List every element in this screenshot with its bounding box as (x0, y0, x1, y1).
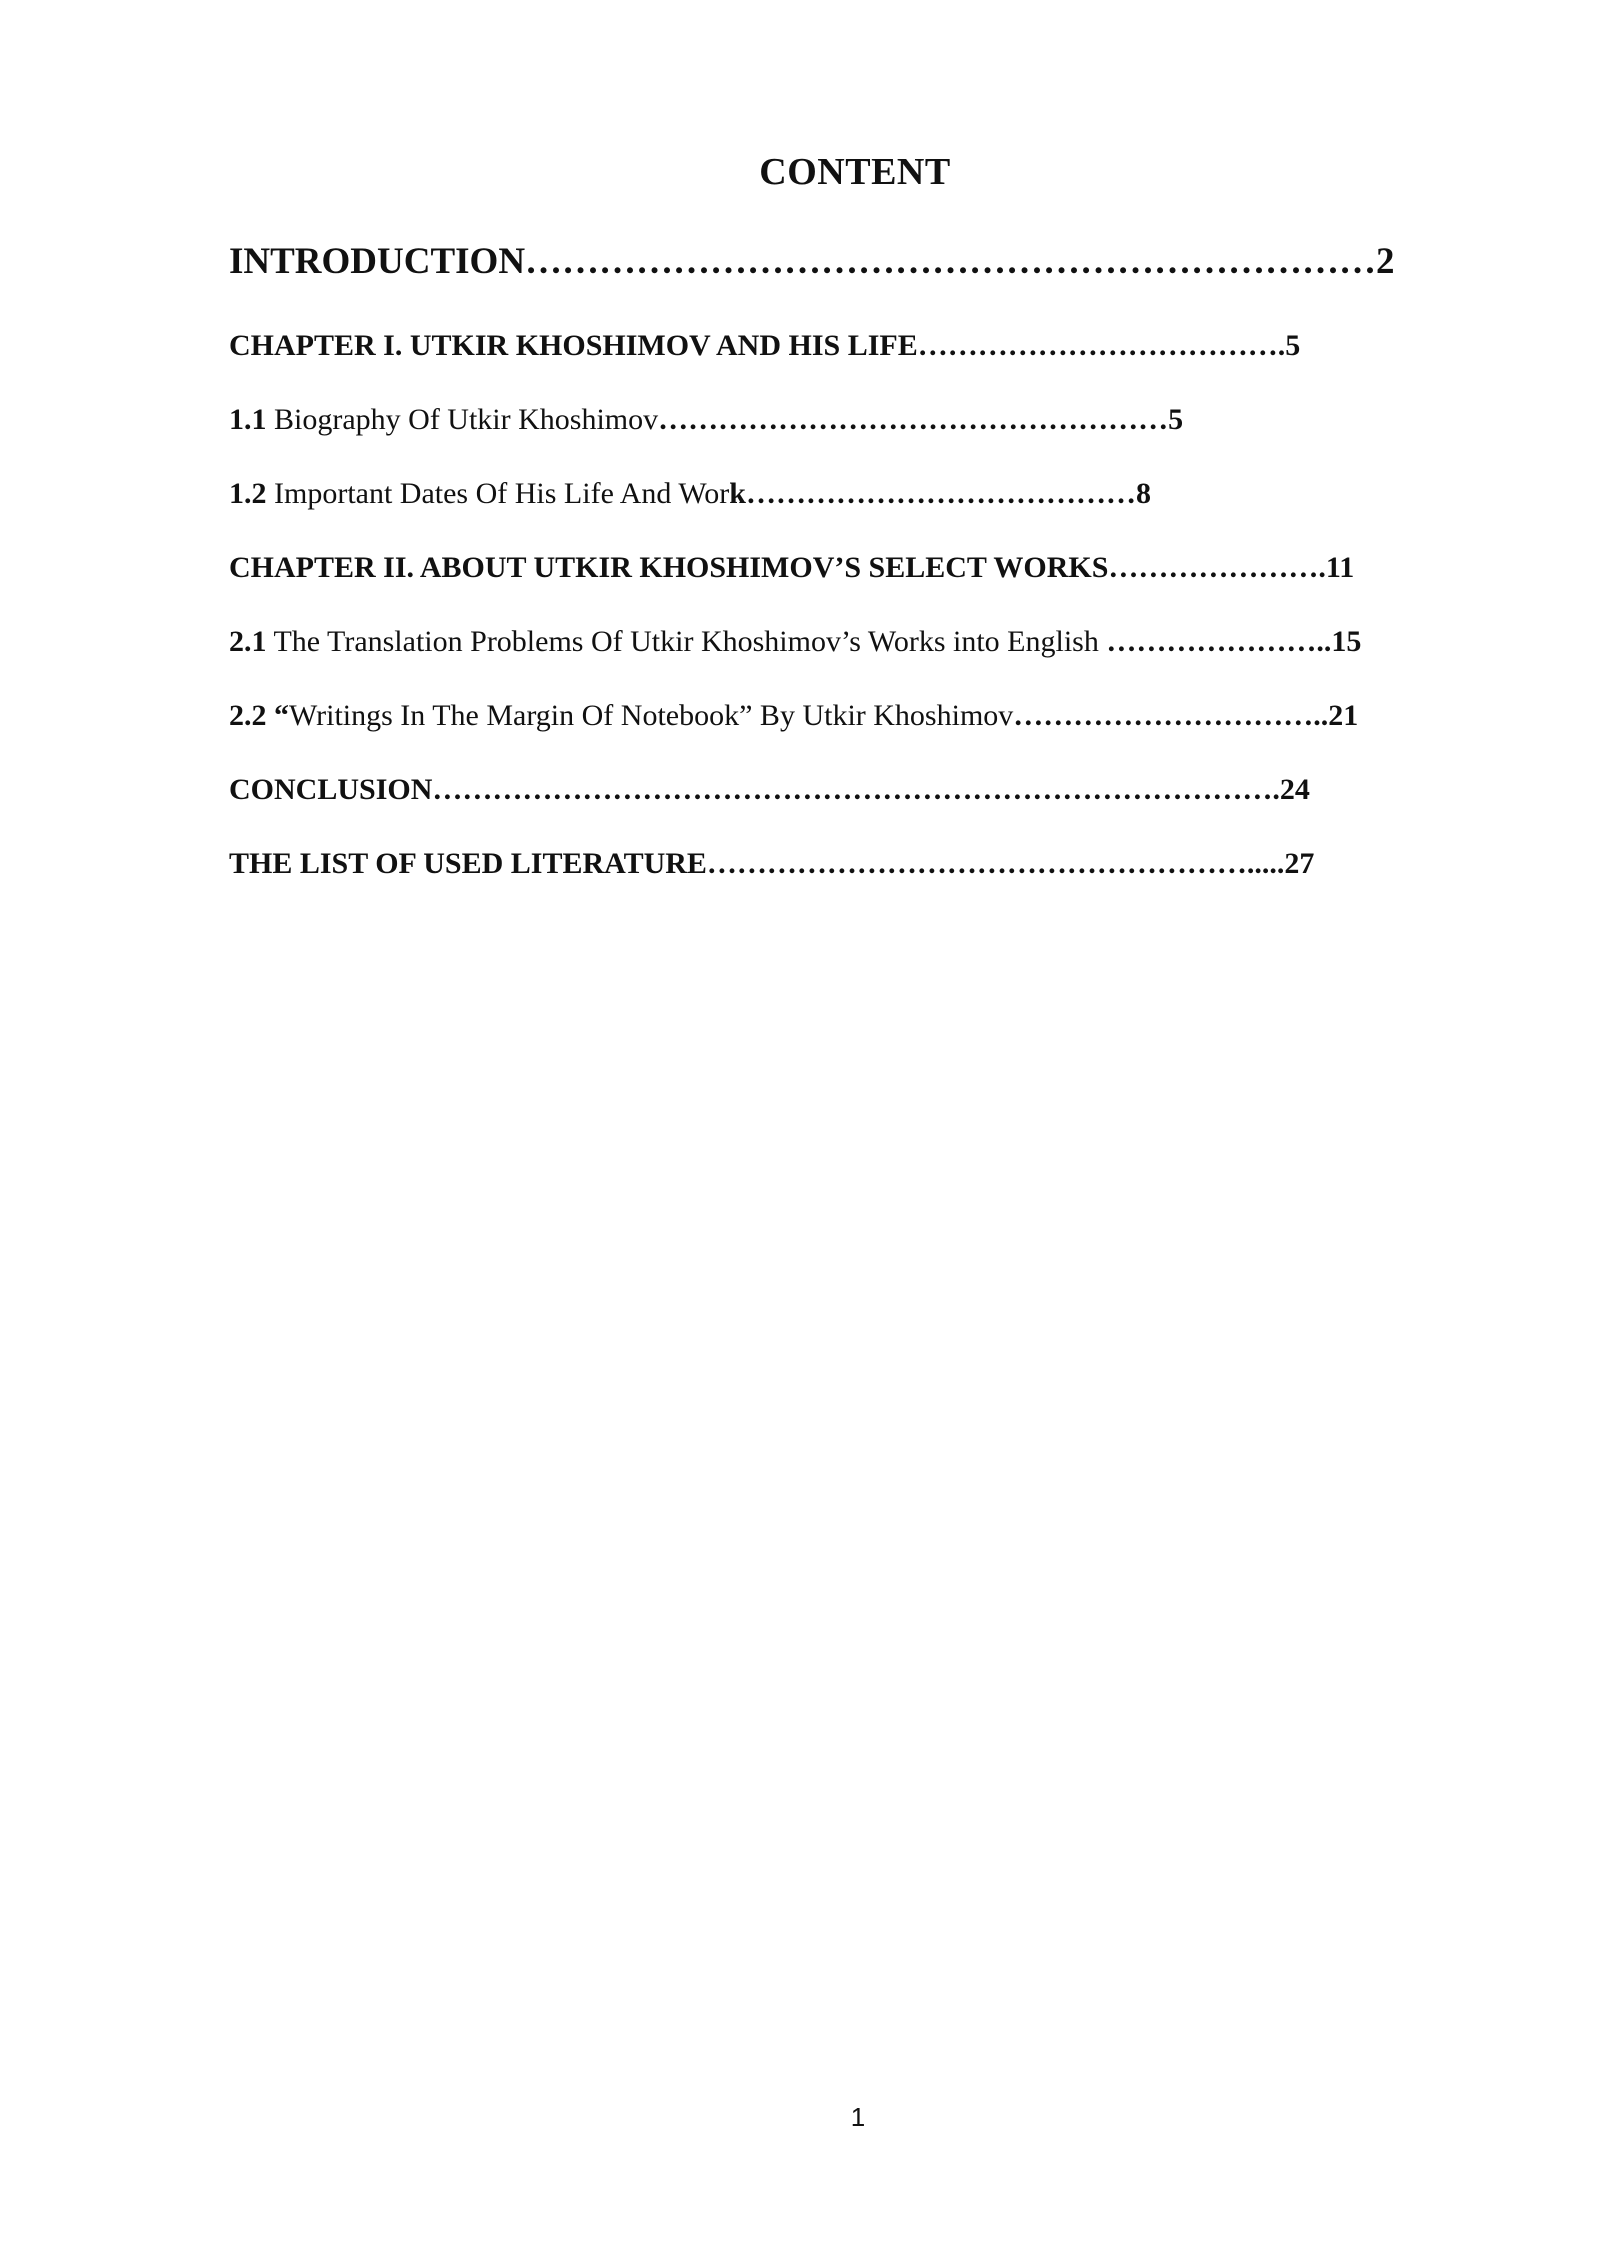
toc-page-number: 5 (1285, 329, 1301, 362)
toc-entry-label: 1.1 (229, 403, 267, 436)
toc-page-number: 15 (1331, 625, 1362, 658)
toc-entry-label: CONCLUSION (229, 773, 433, 806)
toc-entry-label: 1.2 (229, 477, 267, 510)
toc-page-number: 5 (1168, 403, 1184, 436)
toc-entry-label-plain: The Translation Problems Of Utkir Khoshimov’s Works into English (266, 625, 1107, 658)
toc-dot-leader: ………………………………… (745, 477, 1136, 510)
toc-page-number: 27 (1284, 847, 1315, 880)
toc-entry-chapter-1[interactable] (229, 328, 1300, 364)
toc-entry-conclusion[interactable] (229, 772, 1310, 808)
toc-dot-leader: ………………….. (1106, 625, 1332, 658)
toc-entry-label-tail: k (729, 477, 746, 510)
toc-entry-1-1[interactable] (229, 402, 1183, 438)
toc-entry-chapter-2[interactable] (229, 550, 1354, 586)
toc-entry-label: INTRODUCTION (229, 241, 526, 282)
toc-entry-label: 2.1 (229, 625, 267, 658)
toc-entry-introduction[interactable] (229, 240, 1395, 284)
toc-dot-leader: ………………………………. (917, 329, 1286, 362)
toc-entry-label: THE LIST OF USED LITERATURE (229, 847, 707, 880)
toc-page-number: 11 (1325, 551, 1355, 584)
toc-dot-leader: …………………………………………………………………………. (432, 773, 1280, 806)
toc-page-number: 8 (1135, 477, 1151, 510)
toc-dot-leader: …………………. (1108, 551, 1326, 584)
toc-entry-label-plain: Biography Of Utkir Khoshimov (266, 403, 659, 436)
toc-page-number: 2 (1376, 241, 1395, 282)
toc-entry-literature[interactable] (229, 846, 1314, 882)
toc-dot-leader: ………………………….. (1013, 699, 1329, 732)
toc-dot-leader: …………………………………………… (658, 403, 1169, 436)
toc-dot-leader: ………………………………………………..... (706, 847, 1285, 880)
toc-entry-label-plain: Writings In The Margin Of Notebook” By Utkir Khoshimov (289, 699, 1014, 732)
toc-page-number: 24 (1279, 773, 1310, 806)
toc-entry-2-2[interactable] (229, 698, 1358, 734)
toc-entry-label: CHAPTER I. UTKIR KHOSHIMOV AND HIS LIFE (229, 329, 918, 362)
toc-entry-label-plain: Important Dates Of His Life And Wor (266, 477, 730, 510)
toc-entry-2-1[interactable] (229, 624, 1361, 660)
toc-page-number: 21 (1328, 699, 1359, 732)
toc-entry-label: 2.2 “ (229, 699, 289, 732)
page-title: CONTENT (759, 151, 951, 193)
toc-entry-label: CHAPTER II. ABOUT UTKIR KHOSHIMOV’S SELECT WORKS (229, 551, 1109, 584)
toc-dot-leader: …………………………………………………………… (525, 241, 1377, 282)
toc-entry-1-2[interactable] (229, 476, 1151, 512)
page-number: 1 (850, 2102, 866, 2132)
